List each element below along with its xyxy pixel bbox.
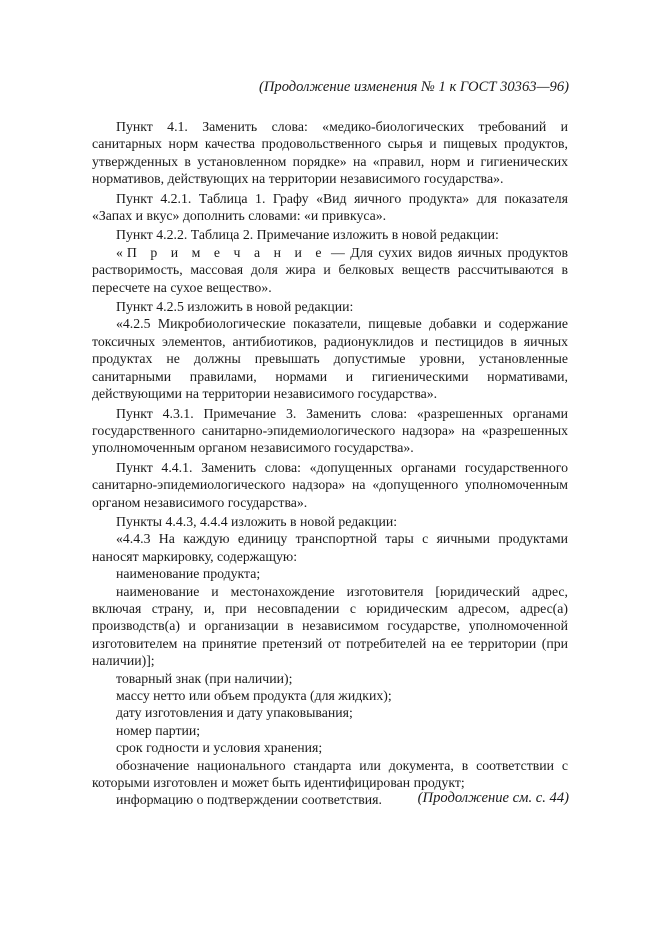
list-item: наименование продукта;	[116, 566, 261, 582]
list-item: массу нетто или объем продукта (для жидких);	[116, 688, 392, 703]
paragraph-item-4-1: Пункт 4.1. Заменить слова: «медико-биологических требований и санитарных норм качества продовольственного сырья и пищевых продуктов, утвержденных в установленном порядке» на «правил, норм и гигиенических нормативов, действующих на территории независимого государства».	[92, 119, 568, 187]
paragraph-item-4-2-5: Пункт 4.2.5 изложить в новой редакции:	[116, 299, 354, 315]
continuation-footer: (Продолжение см. с. 44)	[417, 790, 569, 806]
list-item: номер партии;	[116, 722, 201, 738]
list-item: обозначение национального стандарта или документа, в соответствии с которыми изготовлен и может быть идентифицирован продукт;	[92, 757, 568, 791]
list-item: срок годности и условия хранения;	[116, 740, 323, 756]
paragraph-item-4-4-1: Пункт 4.4.1. Заменить слова: «допущенных органами государственного санитарно-эпидемиологического надзора» на «допущенного уполномоченным органом независимого государства».	[92, 459, 568, 510]
paragraph-item-4-2-1: Пункт 4.2.1. Таблица 1. Графу «Вид яичного продукта» для показателя «Запах и вкус» дополнить словами: «и привкуса».	[92, 190, 568, 224]
note-label: «П р и м е ч а н и е	[116, 244, 326, 260]
paragraph-item-4-2-2: Пункт 4.2.2. Таблица 2. Примечание изложить в новой редакции:	[116, 227, 499, 243]
paragraph-note	[92, 244, 568, 296]
paragraph-new-4-4-3: «4.4.3 На каждую единицу транспортной тары с яичными продуктами наносят маркировку, содержащую:	[92, 531, 568, 564]
note-text: — Для сухих видов яичных продуктов растворимость, массовая доля жира и белковых веществ рассчитываются в пересчете на сухое вещество».	[92, 244, 568, 295]
paragraph-items-4-4-3-4-4-4: Пункты 4.4.3, 4.4.4 изложить в новой редакции:	[116, 513, 398, 529]
paragraph-item-4-3-1: Пункт 4.3.1. Примечание 3. Заменить слова: «разрешенных органами государственного санитарно-эпидемиологического надзора» на «разрешенных уполномоченным органом независимого государства».	[92, 405, 568, 456]
continuation-header: (Продолжение изменения № 1 к ГОСТ 30363—96)	[259, 79, 569, 95]
amendment-text	[92, 118, 568, 809]
list-item: информацию о подтверждении соответствия.	[116, 792, 382, 808]
paragraph-new-4-2-5: «4.2.5 Микробиологические показатели, пищевые добавки и содержание токсичных элементов, антибиотиков, радионуклидов и пестицидов в яичных продуктах не должны превышать допустимые уровни, установленные санитарными правилами, нормами и гигиеническими нормативами, действующими на территории независимого государства».	[92, 316, 568, 402]
list-item: наименование и местонахождение изготовителя [юридический адрес, включая страну, и, при несовпадении с юридическим адресом, адрес(а) производств(а) и организации в независимом государстве, уполномоченной изготовителем на принятие претензий от потребителей на ее территории (при наличии)];	[92, 583, 568, 669]
list-item: товарный знак (при наличии);	[116, 670, 293, 686]
list-item: дату изготовления и дату упаковывания;	[116, 705, 353, 721]
